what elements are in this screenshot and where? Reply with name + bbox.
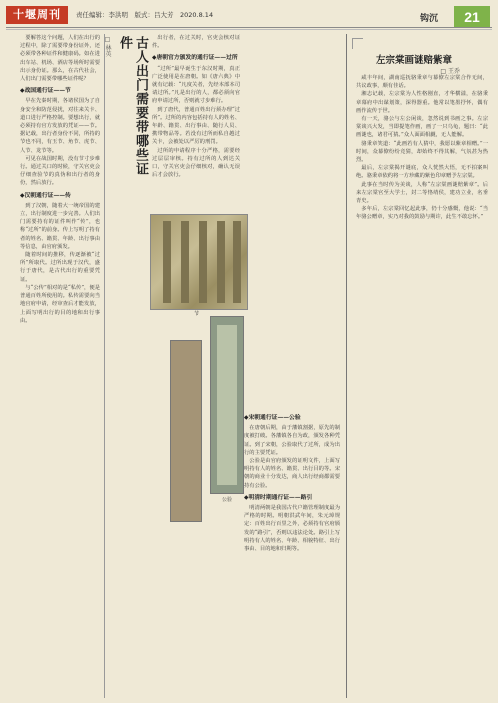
paragraph: 在唐朝后期，由于藩镇割据，原先的制度被打破。各藩镇各自为政，颁发各种凭证。到了宋朝，公验取代了过所，成为出行的主要凭证。 bbox=[244, 425, 340, 456]
article-author: □ 林英 bbox=[104, 36, 111, 57]
paragraph: 咸丰年间，湖南巡抚骆秉章与幕僚左宗棠合作无间，共议政事，颇有佳话。 bbox=[356, 75, 488, 90]
subheading-han: ◆汉朝通行证——传 bbox=[20, 192, 71, 199]
article-column-3 bbox=[152, 34, 240, 212]
paragraph: 过所的申请程序十分严格，需要经过层层审核。持有过所的人到达关口，守关官吏会仔细核对，确认无误后才会放行。 bbox=[152, 147, 240, 179]
article-title-block bbox=[104, 36, 148, 186]
caption-gongyan: 公验 bbox=[222, 497, 233, 503]
side-article-body bbox=[356, 74, 488, 684]
paragraph: “过所”最早诞生于东汉时期，真正广泛使用是在唐朝。如《唐六典》中就有记载：“凡度关者，先经本部本司请过所。”凡是出行的人，都必须向官府申请过所，否则就寸步难行。 bbox=[152, 65, 240, 105]
title-ornament bbox=[352, 38, 363, 49]
side-article-title: 左宗棠画谜赔紫章 bbox=[375, 55, 452, 66]
editor-info: 责任编辑：李洪明 版式：吕大芳 2020.8.14 bbox=[76, 11, 214, 19]
paragraph: 到了唐代，普通百姓出行须办理“过所”。过所的内容包括持有人的姓名、年龄、籍贯、出行事由、随行人员、携带物品等。若没有过所而私自越过关卡，会被处以严厉的刑罚。 bbox=[152, 106, 240, 146]
subheading-zhan: ◆战国通行证——节 bbox=[20, 88, 71, 95]
document-photo-left bbox=[170, 340, 202, 522]
paragraph: 出行者，在过关时，官吏会核对证件。 bbox=[152, 35, 240, 50]
paragraph: 可见在战国时期，没有节寸步难行。通过关口的时候，守关官吏会仔细查验节的真伪和出行者的身份，然后放行。 bbox=[20, 155, 100, 187]
article-column-4 bbox=[244, 34, 340, 699]
paragraph: 明清两朝是我国古代户籍管理制度最为严格的时期。明朝洪武年间，朱元璋规定：百姓出行百里之外，必须持有官府颁发的“路引”，否则以违法论处。路引上写明持有人的姓名、年龄、相貌特征、出行事由、目的地和归期等。 bbox=[244, 505, 340, 553]
article-title: 古人出门需要带哪些证件 bbox=[117, 36, 148, 176]
paragraph: 早在先秦时期，各诸侯国为了自身安全和防范侵扰，对往来关卡、道口进行严格控制。要想出行，就必须持有官方发放的凭证——节。据记载，出行者身份不同，所持的节也不同，有玉节、角节、虎节、人节、龙节等。 bbox=[20, 98, 100, 154]
subheading-ming: ◆明清时期通行证——路引 bbox=[244, 494, 313, 501]
jie-tally-photo bbox=[150, 214, 248, 310]
paragraph: 与“公传”相对的是“私传”，便是普通百姓所使用的。私传需要向当地官府申请，经审查后才能发放，上面写明出行的目的地和出行事由。 bbox=[20, 284, 100, 324]
paragraph: 到了汉朝，随着大一统帝国的建立，出行制度进一步完善。人们出门需要持有的证件叫作“传”，也称“过所”的前身。传上写明了持有者的姓名、籍贯、年龄、出行事由等信息，由官府颁发。 bbox=[20, 202, 100, 250]
header-rule bbox=[6, 27, 492, 28]
gongyan-document-photo bbox=[210, 316, 244, 494]
paragraph: 随着时间的推移，传逐渐被“过所”所取代。过所出现于汉代，盛行于唐代，是古代出行的重要凭证。 bbox=[20, 252, 100, 283]
paragraph: 有一天，骆公与左公闲谈，忽然说到书画之事。左宗棠谈兴大发，当即提笔作画，画了一只乌龟，题曰：“此画谜也，诸君可猜。”众人面面相觑，无人能解。 bbox=[356, 116, 488, 139]
paragraph: 骆秉章笑道：“此画若有人猜中，我愿以紫章相赠。”一时间，众幕僚纷纷竞猜，却始终不得其解，气氛甚为热烈。 bbox=[356, 140, 488, 164]
paragraph: 要解答这个问题，人们在出行的过程中，除了需要带身份证外，还必须带各种证件和健康码。如在进出车站、机场、酒店等场所时需要出示身份证。那么，在古代社会，人们出门需要带哪些证件呢？ bbox=[20, 35, 100, 83]
subheading-tang: ◆唐朝官方颁发的通行证——过所 bbox=[152, 55, 238, 62]
subheading-song: ◆宋朝通行证——公验 bbox=[244, 415, 301, 421]
paragraph: 最后，左宗棠揭开谜底，众人恍然大悟，无不拍案叫绝。骆秉章依约将一方珍藏的紫色印章赠予左宗棠。 bbox=[356, 165, 488, 180]
page-header bbox=[6, 6, 492, 26]
article-column-1 bbox=[20, 34, 100, 699]
paper-banner: 十堰周刊 bbox=[6, 6, 68, 24]
paragraph: 多年后，左宗棠回忆起此事，仍十分感慨，他说：“当年骆公赠章，实乃对我的鼓励与期许，此生不敢忘怀。” bbox=[356, 206, 488, 221]
paragraph: 湘志记载，左宗棠为人性格刚直，才华横溢，在骆秉章幕府中出谋划策，深得器重。他常以笔墨抒怀，偶有画作流传于世。 bbox=[356, 91, 488, 114]
caption-jie: 节 bbox=[194, 311, 200, 317]
header-rule-thin bbox=[6, 29, 492, 30]
page-number: 21 bbox=[454, 6, 490, 28]
side-article-author: □ 王乔 bbox=[440, 68, 460, 75]
paragraph: 此事在当时传为美谈，人称“左宗棠画谜赔紫章”。后来左宗棠官至大学士，封二等恪靖侯，建功立业，名垂青史。 bbox=[356, 181, 488, 205]
article-divider bbox=[346, 34, 347, 698]
section-name: 钩沉 bbox=[420, 14, 439, 24]
paragraph: 公验是由官府颁发的证明文件，上面写明持有人的姓名、籍贯、出行目的等。宋朝的商业十分发达，商人出行经商都需要持有公验。 bbox=[244, 458, 340, 489]
